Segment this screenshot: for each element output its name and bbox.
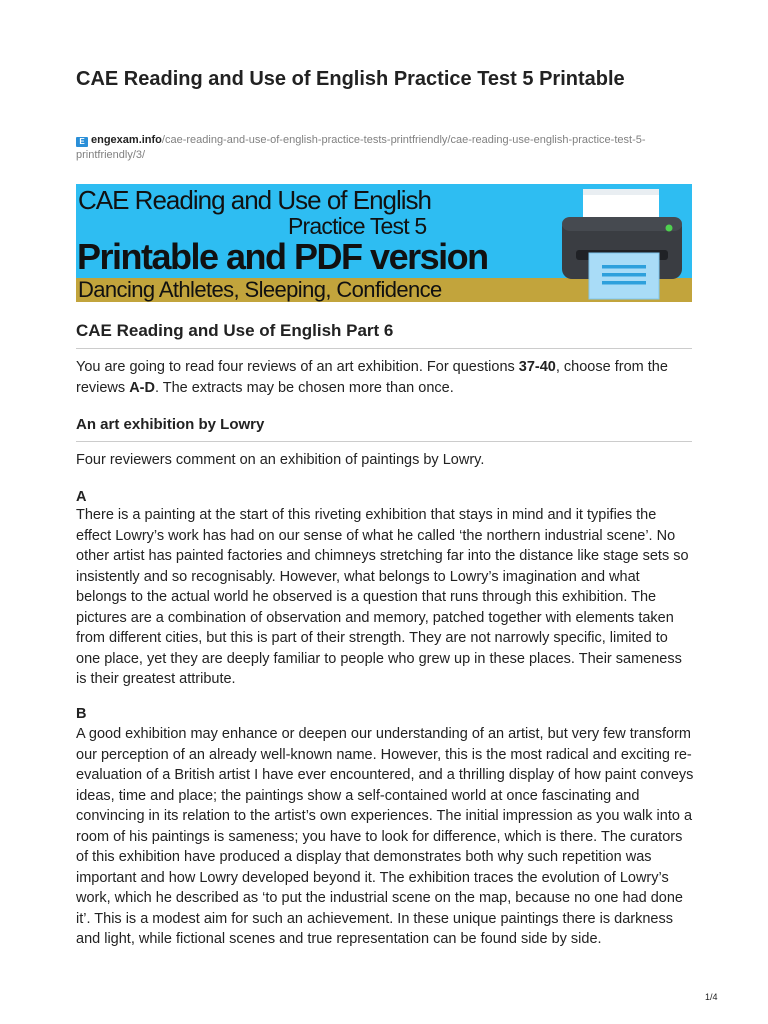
banner-line-1: CAE Reading and Use of English [78,185,432,215]
instructions-text-2: , choose from the reviews [76,359,668,396]
page-title: CAE Reading and Use of English Practice Test 5 Printable [76,68,625,90]
section-heading: CAE Reading and Use of English Part 6 [76,320,692,349]
source-path: /cae-reading-and-use-of-english-practice-tests-printfriendly/cae-reading-use-english-practice-test-5-printfriendly/3/ [76,134,646,161]
source-url [76,133,692,163]
lead-sentence: Four reviewers comment on an exhibition of paintings by Lowry. [76,452,485,468]
instructions [76,357,692,398]
source-domain-link[interactable]: engexam.info [91,134,162,146]
banner-image [76,184,692,302]
banner-line-3: Printable and PDF version [77,236,488,277]
review-text-a: There is a painting at the start of this riveting exhibition that stays in mind and it typifies the effect Lowry’s work has had on our sense of what he called ‘the northern industrial scene’. No other artist has painted factories and chimneys stretching far into the distance like stage sets so insistently and so recognisably. However, what belongs to Lowry’s imagination and what belongs to the actual world he observed is a question that runs through this exhibition. The pictures are a combination of observation and memory, patched together with elements taken from different cities, but this is part of their strength. They are not narrowly specific, limited to one place, yet they are deeply familiar to people who grew up in these places. Their sameness is their greatest attribute. [76,507,689,687]
printer-icon [560,186,686,302]
banner-line-4: Dancing Athletes, Sleeping, Confidence [78,277,442,302]
exhibition-subheading: An art exhibition by Lowry [76,415,692,442]
question-range: 37-40 [518,359,556,375]
page-indicator: 1/4 [705,992,718,1002]
review-letter-a: A [76,489,87,505]
instructions-text-1: You are going to read four reviews of an art exhibition. For questions [76,359,519,375]
banner-line-2: Practice Test 5 [288,213,427,239]
instructions-text-3: . The extracts may be chosen more than once. [154,379,454,396]
review-text-b: A good exhibition may enhance or deepen our understanding of an artist, but very few transform our perception of an already well-known name. However, this is the most radical and exciting re-evaluation of a British artist I have ever encountered, and a thrilling display of how paint conveys ideas, time and place; the paintings show a self-contained world at once fascinating and convincing in its relation to the artist’s own experiences. The initial impression as you walk into a room of his paintings is sameness; you have to look for difference, which is there. The curators of this exhibition have produced a display that demonstrates both why such repetition was important and how Lowry developed beyond it. The exhibition traces the evolution of Lowry’s work, which he described as ‘to put the industrial scene on the map, because no one had done it’. This is a modest aim for such an achievement. In these unique paintings there is darkness and light, while fictional scenes and true representation can be found side by side. [76,726,694,947]
review-options: A-D [129,379,155,396]
review-letter-b: B [76,706,87,722]
site-favicon-icon: E [76,137,88,147]
